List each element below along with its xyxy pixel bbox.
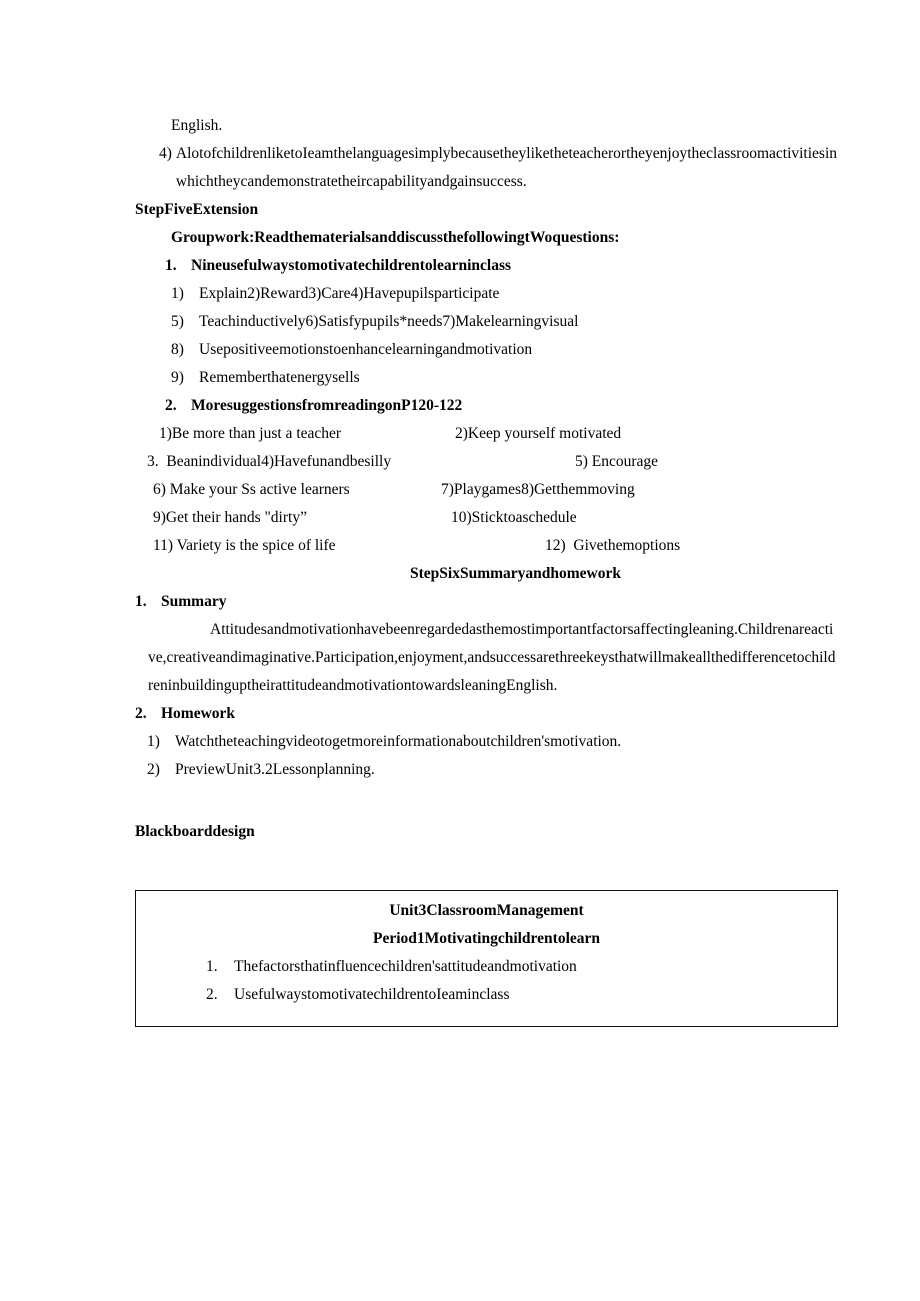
suggestion-right: 7)Playgames8)Getthemmoving [441, 481, 635, 498]
document-body [135, 112, 840, 846]
blackboard-item-text: Thefactorsthatinfluencechildren'sattitudeandmotivation [234, 958, 577, 975]
section-1-item-text: Usepositiveemotionstoenhancelearningandmotivation [199, 341, 533, 358]
section-1-item-marker: 9) [171, 369, 184, 386]
section-spacer [135, 784, 840, 818]
homework-item-text: Watchtheteachingvideotogetmoreinformationaboutchildren'smotivation. [175, 733, 622, 750]
heading-blackboard-design: Blackboarddesign [135, 823, 255, 840]
suggestion-row [135, 504, 840, 532]
heading-step-five: StepFiveExtension [135, 201, 259, 218]
blackboard-item [206, 981, 837, 1009]
homework-heading-row [135, 700, 840, 728]
homework-marker: 2. [135, 705, 147, 722]
section-1-heading: Nineusefulwaystomotivatechildrentolearninclass [191, 257, 512, 274]
suggestion-row [135, 532, 840, 560]
homework-item [147, 728, 840, 756]
section-1-item-text: Explain2)Reward3)Care4)Havepupilsparticipate [199, 285, 500, 302]
blackboard-title-line-1: Unit3ClassroomManagement [389, 902, 584, 919]
suggestion-row [135, 448, 840, 476]
suggestion-row [135, 476, 840, 504]
section-1-item [171, 280, 840, 308]
suggestion-right: 5) Encourage [575, 453, 659, 470]
summary-paragraph: Attitudesandmotivationhavebeenregardedasthemostimportantfactorsaffectingleaning.Childrenareactive,creativeandimaginative.Participation,enjoyment,andsuccessarethreekeysthatwillmakeallthedifferencetochildreninbuildinguptheirattitudeandmotivationtowardsleaningEnglish. [148, 621, 836, 694]
homework-item-marker: 1) [147, 733, 160, 750]
summary-heading-row [135, 588, 840, 616]
section-1-heading-row [165, 252, 840, 280]
section-1-item-marker: 8) [171, 341, 184, 358]
homework-item-marker: 2) [147, 761, 160, 778]
section-1-item-text: Rememberthatenergysells [199, 369, 360, 386]
section-1-item-text: Teachinductively6)Satisfypupils*needs7)Makelearningvisual [199, 313, 579, 330]
suggestion-left: 6) Make your Ss active learners [153, 481, 350, 498]
suggestion-right: 12) Givethemoptions [545, 537, 681, 554]
section-1-item [171, 364, 840, 392]
homework-item-text: PreviewUnit3.2Lessonplanning. [175, 761, 375, 778]
suggestion-left: 9)Get their hands "dirty” [153, 509, 307, 526]
blackboard-title-line-2: Period1Motivatingchildrentolearn [372, 930, 601, 947]
suggestion-right: 2)Keep yourself motivated [455, 425, 622, 442]
homework-item [147, 756, 840, 784]
section-2-marker: 2. [165, 397, 177, 414]
heading-groupwork: Groupwork:ReadthematerialsanddiscussthefollowingtWoquestions: [171, 229, 620, 246]
section-1-item [171, 308, 840, 336]
section-1-item-marker: 1) [171, 285, 184, 302]
section-1-item-marker: 5) [171, 313, 184, 330]
homework-heading: Homework [161, 705, 236, 722]
blackboard-item-marker: 2. [206, 986, 218, 1003]
blackboard-item-text: UsefulwaystomotivatechildrentoIeaminclass [234, 986, 510, 1003]
section-1-item [171, 336, 840, 364]
blackboard-item [206, 953, 837, 981]
blackboard-item-marker: 1. [206, 958, 218, 975]
suggestion-row [135, 420, 840, 448]
summary-marker: 1. [135, 593, 147, 610]
suggestion-left: 1)Be more than just a teacher [159, 425, 342, 442]
section-2-heading-row [165, 392, 840, 420]
section-1-marker: 1. [165, 257, 177, 274]
suggestion-left: 11) Variety is the spice of life [153, 537, 336, 554]
section-2-heading: MoresuggestionsfromreadingonP120-122 [191, 397, 463, 414]
suggestion-left: 3. Beanindividual4)Havefunandbesilly [147, 453, 392, 470]
heading-step-six: StepSixSummaryandhomework [410, 565, 621, 582]
list-item-4 [159, 140, 840, 196]
list-item-4-text: AlotofchildrenliketoIeamthelanguagesimplybecausetheyliketheteacherortheyenjoytheclassroomactivitiesinwhichtheycandemonstratetheircapabilityandgainsuccess. [175, 145, 838, 190]
blackboard-design-box [135, 890, 838, 1027]
list-item-4-marker: 4) [159, 145, 172, 162]
summary-heading: Summary [161, 593, 227, 610]
suggestion-right: 10)Sticktoaschedule [451, 509, 577, 526]
continuation-fragment: English. [171, 117, 223, 134]
